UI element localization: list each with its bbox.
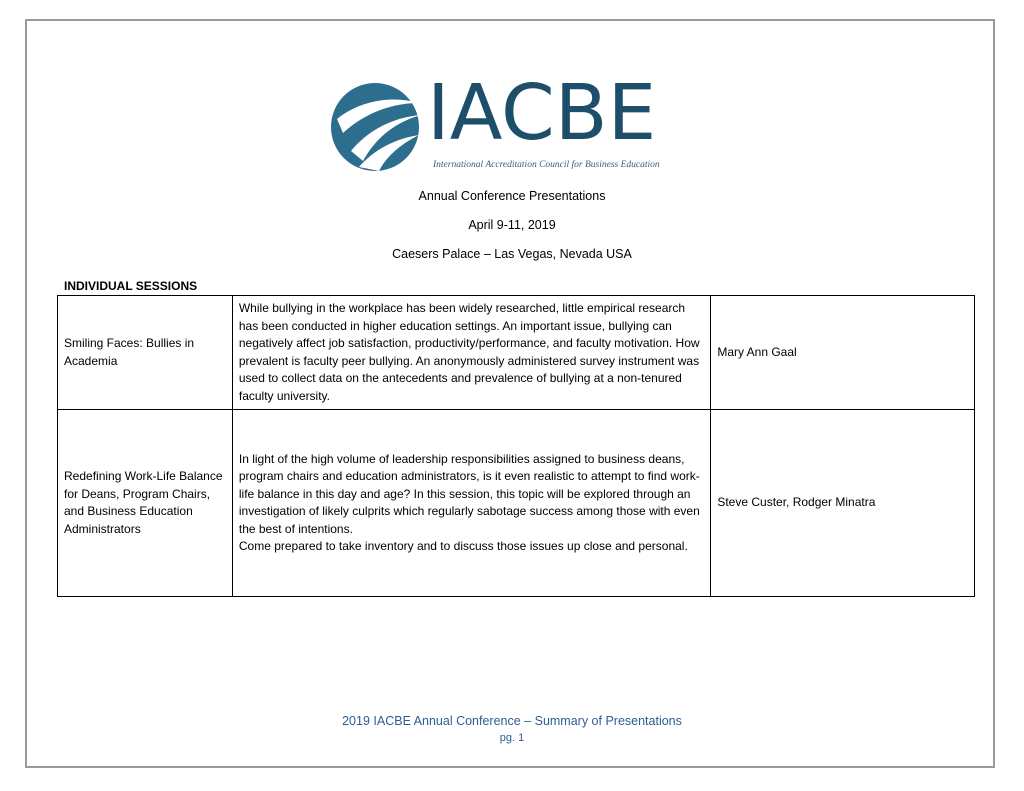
document-page <box>25 19 995 768</box>
footer-title: 2019 IACBE Annual Conference – Summary of Presentations <box>342 714 682 728</box>
page-number: pg. 1 <box>499 732 525 744</box>
section-heading: INDIVIDUAL SESSIONS <box>64 279 198 293</box>
session-description: In light of the high volume of leadership responsibilities assigned to business deans, program chairs and education administrators, is it even realistic to attempt to find work-life balance in this day and age? In this session, this topic will be explored through an investigation of likely culprits which regularly sabotage success among those with even the best of intentions. Come prepared to take inventory and to discuss those issues up close and personal. <box>232 410 710 597</box>
session-title: Redefining Work-Life Balance for Deans, Program Chairs, and Business Education Administrators <box>58 410 233 597</box>
conference-dates: April 9-11, 2019 <box>468 218 556 232</box>
conference-location: Caesers Palace – Las Vegas, Nevada USA <box>392 247 632 261</box>
session-description: While bullying in the workplace has been widely researched, little empirical research has been conducted in higher education settings. An important issue, bullying can negatively affect job satisfaction, productivity/performance, and faculty motivation. How prevalent is faculty peer bullying. An anonymously administered survey instrument was used to collect data on the antecedents and prevalence of bullying at a non-tenured faculty university. <box>232 296 710 410</box>
sessions-table <box>57 295 975 597</box>
table-row <box>58 410 975 597</box>
session-presenter: Steve Custer, Rodger Minatra <box>711 410 975 597</box>
logo-tagline: International Accreditation Council for Business Education <box>433 160 660 170</box>
iacbe-emblem-icon <box>329 81 421 173</box>
session-title: Smiling Faces: Bullies in Academia <box>58 296 233 410</box>
conference-title: Annual Conference Presentations <box>418 189 606 203</box>
iacbe-logo <box>329 69 699 181</box>
table-row <box>58 296 975 410</box>
session-presenter: Mary Ann Gaal <box>711 296 975 410</box>
logo-wordmark: IACBE <box>427 69 657 158</box>
